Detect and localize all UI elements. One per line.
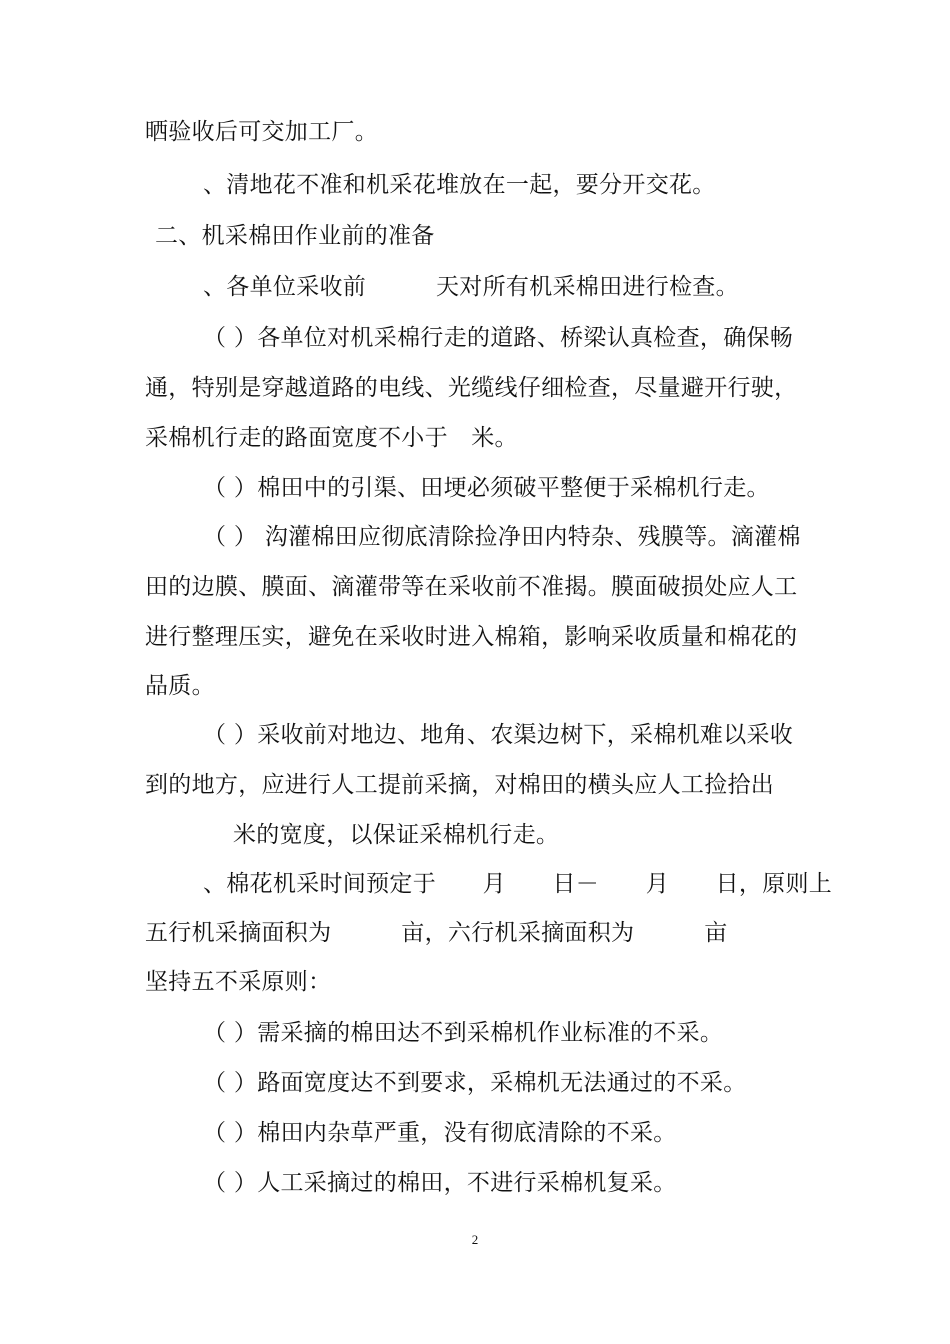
page-number: 2 <box>471 1232 479 1247</box>
text-line: （ ）采收前对地边、地角、农渠边树下，采棉机难以采收 <box>203 722 794 748</box>
text-line: 五行机采摘面积为 亩，六行机采摘面积为 亩 <box>145 920 728 946</box>
text-line: 田的边膜、膜面、滴灌带等在采收前不准揭。膜面破损处应人工 <box>145 574 798 600</box>
text-line: （ ）棉田中的引渠、田埂必须破平整便于采棉机行走。 <box>203 475 770 501</box>
text-line: （ ）需采摘的棉田达不到采棉机作业标准的不采。 <box>203 1020 724 1046</box>
text-line: 进行整理压实，避免在采收时进入棉箱，影响采收质量和棉花的 <box>145 624 798 650</box>
section-heading: 二、机采棉田作业前的准备 <box>155 223 435 249</box>
text-line: （ ）人工采摘过的棉田，不进行采棉机复采。 <box>203 1170 677 1196</box>
text-line: 坚持五不采原则： <box>145 969 332 995</box>
text-line: （ ）棉田内杂草严重，没有彻底清除的不采。 <box>203 1120 677 1146</box>
text-line: 、各单位采收前 天对所有机采棉田进行检查。 <box>203 274 739 300</box>
text-line: （ ）各单位对机采棉行走的道路、桥梁认真检查，确保畅 <box>203 325 794 351</box>
text-line: 、棉花机采时间预定于 月 日－ 月 日，原则上 <box>203 871 833 897</box>
text-line: 到的地方，应进行人工提前采摘，对棉田的横头应人工捡拾出 <box>145 772 775 798</box>
text-line: （ ）路面宽度达不到要求，采棉机无法通过的不采。 <box>203 1070 747 1096</box>
text-line: （ ） 沟灌棉田应彻底清除捡净田内特杂、残膜等。滴灌棉 <box>203 524 801 550</box>
text-line: 晒验收后可交加工厂。 <box>145 119 378 145</box>
text-line: 米的宽度，以保证采棉机行走。 <box>233 822 560 848</box>
text-line: 、清地花不准和机采花堆放在一起，要分开交花。 <box>203 172 716 198</box>
text-line: 品质。 <box>145 673 215 699</box>
text-line: 通，特别是穿越道路的电线、光缆线仔细检查，尽量避开行驶， <box>145 375 798 401</box>
text-line: 采棉机行走的路面宽度不小于 米。 <box>145 425 518 451</box>
